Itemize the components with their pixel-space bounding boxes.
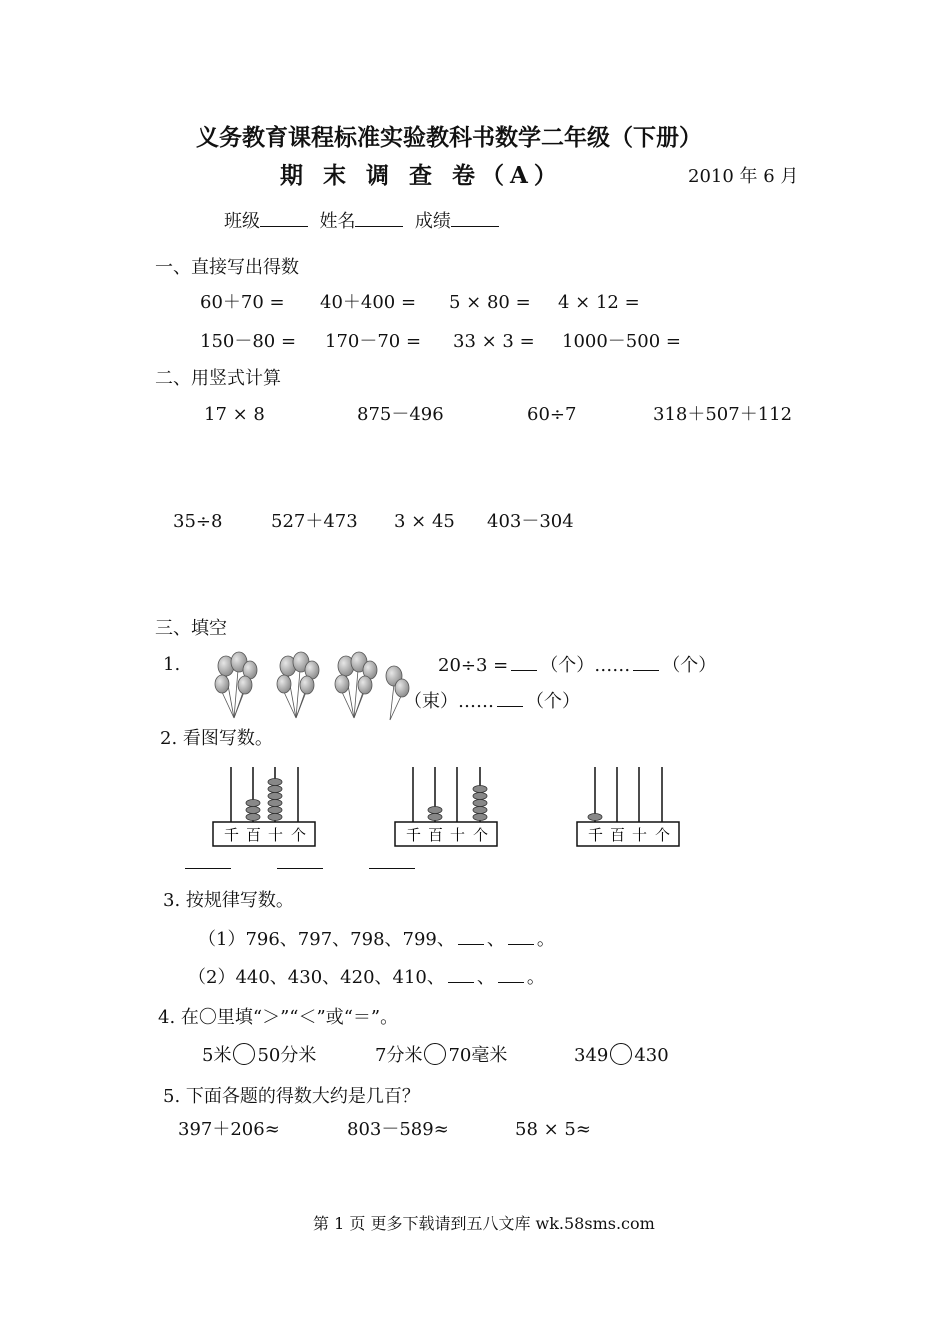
class-blank[interactable] (260, 210, 308, 227)
place-label: 十 (632, 826, 648, 844)
sequence-text: （1）796、797、798、799、 (198, 929, 455, 950)
page-footer: 第 1 页 更多下载请到五八文库 wk.58sms.com (313, 1214, 655, 1233)
abacus-2 (394, 767, 498, 849)
s1-item: 33 × 3 = (453, 331, 535, 352)
compare-right: 70毫米 (448, 1045, 508, 1066)
q1-line1 (438, 654, 716, 677)
q1-text: （个） (526, 691, 580, 712)
place-label: 百 (610, 826, 626, 844)
sequence-sep: 、 (486, 929, 505, 950)
beads-hundreds (428, 807, 442, 821)
s1-item: 170－70 = (325, 331, 422, 352)
q1-text: （个） (662, 655, 717, 676)
s2-item: 875－496 (357, 404, 444, 425)
place-label: 百 (428, 826, 444, 844)
beads-ones (473, 786, 487, 821)
q2-label: 2. 看图写数。 (160, 728, 273, 749)
q1-blank-remainder[interactable] (633, 654, 659, 671)
score-label: 成绩 (414, 211, 451, 232)
compare-right: 430 (634, 1045, 669, 1066)
q1-number: 1. (163, 654, 181, 675)
name-blank[interactable] (355, 210, 403, 227)
score-blank[interactable] (451, 210, 499, 227)
compare-left: 349 (574, 1045, 609, 1066)
s2-item: 403－304 (487, 511, 574, 532)
s2-item: 3 × 45 (394, 511, 455, 532)
place-label: 个 (291, 826, 307, 844)
place-label: 百 (246, 826, 262, 844)
q1-blank-bunches[interactable] (511, 654, 537, 671)
section2-heading: 二、用竖式计算 (155, 368, 281, 389)
balloons-illustration (212, 648, 414, 722)
q1-line2 (404, 690, 580, 713)
s2-item: 60÷7 (527, 404, 577, 425)
sequence-blank[interactable] (458, 928, 484, 945)
compare-left: 7分米 (375, 1045, 423, 1066)
section3-heading: 三、填空 (155, 618, 227, 639)
s1-item: 60＋70 = (200, 292, 285, 313)
s1-item: 1000－500 = (562, 331, 681, 352)
s2-item: 35÷8 (173, 511, 223, 532)
class-label: 班级 (224, 211, 260, 232)
q1-expression: 20÷3 = (438, 655, 509, 676)
name-label: 姓名 (319, 211, 356, 232)
q1-blank-left[interactable] (497, 690, 523, 707)
balloon-bunch (277, 652, 319, 718)
beads-thousands (588, 814, 602, 821)
s2-item: 318＋507＋112 (653, 404, 793, 425)
sequence-end: 。 (526, 967, 545, 988)
place-label: 千 (588, 826, 604, 844)
sequence-end: 。 (536, 929, 555, 950)
place-label: 个 (473, 826, 489, 844)
sequence-blank[interactable] (498, 966, 524, 983)
balloon-bunch (335, 652, 377, 718)
q5-label: 5. 下面各题的得数大约是几百？ (163, 1086, 420, 1107)
q4-item (375, 1043, 507, 1067)
abacus-3 (576, 767, 680, 849)
s1-item: 4 × 12 = (558, 292, 640, 313)
place-label: 千 (406, 826, 422, 844)
q2-answer-blank[interactable] (185, 868, 231, 869)
place-label: 千 (224, 826, 240, 844)
compare-circle[interactable] (424, 1043, 446, 1065)
page-title: 义务教育课程标准实验教科书数学二年级（下册） (196, 124, 702, 151)
exam-date: 2010 年 6 月 (688, 166, 799, 187)
q5-item: 397＋206≈ (178, 1119, 280, 1140)
beads-tens (268, 779, 282, 821)
q3-sequence-1 (198, 928, 555, 951)
q5-item: 803－589≈ (347, 1119, 449, 1140)
sequence-blank[interactable] (448, 966, 474, 983)
q4-label: 4. 在〇里填“＞”“＜”或“＝”。 (158, 1007, 399, 1028)
q2-answer-blank[interactable] (277, 868, 323, 869)
compare-circle[interactable] (610, 1043, 632, 1065)
sequence-text: （2）440、430、420、410、 (188, 967, 445, 988)
s1-item: 40＋400 = (320, 292, 417, 313)
sequence-sep: 、 (476, 967, 495, 988)
q2-answer-blank[interactable] (369, 868, 415, 869)
q3-label: 3. 按规律写数。 (163, 890, 294, 911)
s2-item: 527＋473 (271, 511, 358, 532)
compare-left: 5米 (202, 1045, 232, 1066)
place-label: 个 (655, 826, 671, 844)
place-label: 十 (450, 826, 466, 844)
section1-heading: 一、直接写出得数 (155, 257, 299, 278)
place-label: 十 (268, 826, 284, 844)
q5-item: 58 × 5≈ (515, 1119, 591, 1140)
s2-item: 17 × 8 (204, 404, 265, 425)
q3-sequence-2 (188, 966, 545, 989)
student-info (224, 210, 499, 233)
compare-right: 50分米 (257, 1045, 317, 1066)
q1-text: （个）…… (540, 655, 631, 676)
q4-item (202, 1043, 316, 1067)
s1-item: 150－80 = (200, 331, 297, 352)
beads-hundreds (246, 800, 260, 821)
balloon-bunch (215, 652, 257, 718)
sequence-blank[interactable] (508, 928, 534, 945)
q1-text: （束）…… (404, 691, 494, 712)
abacus-1 (212, 767, 316, 849)
q4-item (574, 1043, 669, 1067)
page-subtitle: 期 末 调 查 卷（A） (280, 162, 563, 189)
s1-item: 5 × 80 = (449, 292, 531, 313)
compare-circle[interactable] (233, 1043, 255, 1065)
